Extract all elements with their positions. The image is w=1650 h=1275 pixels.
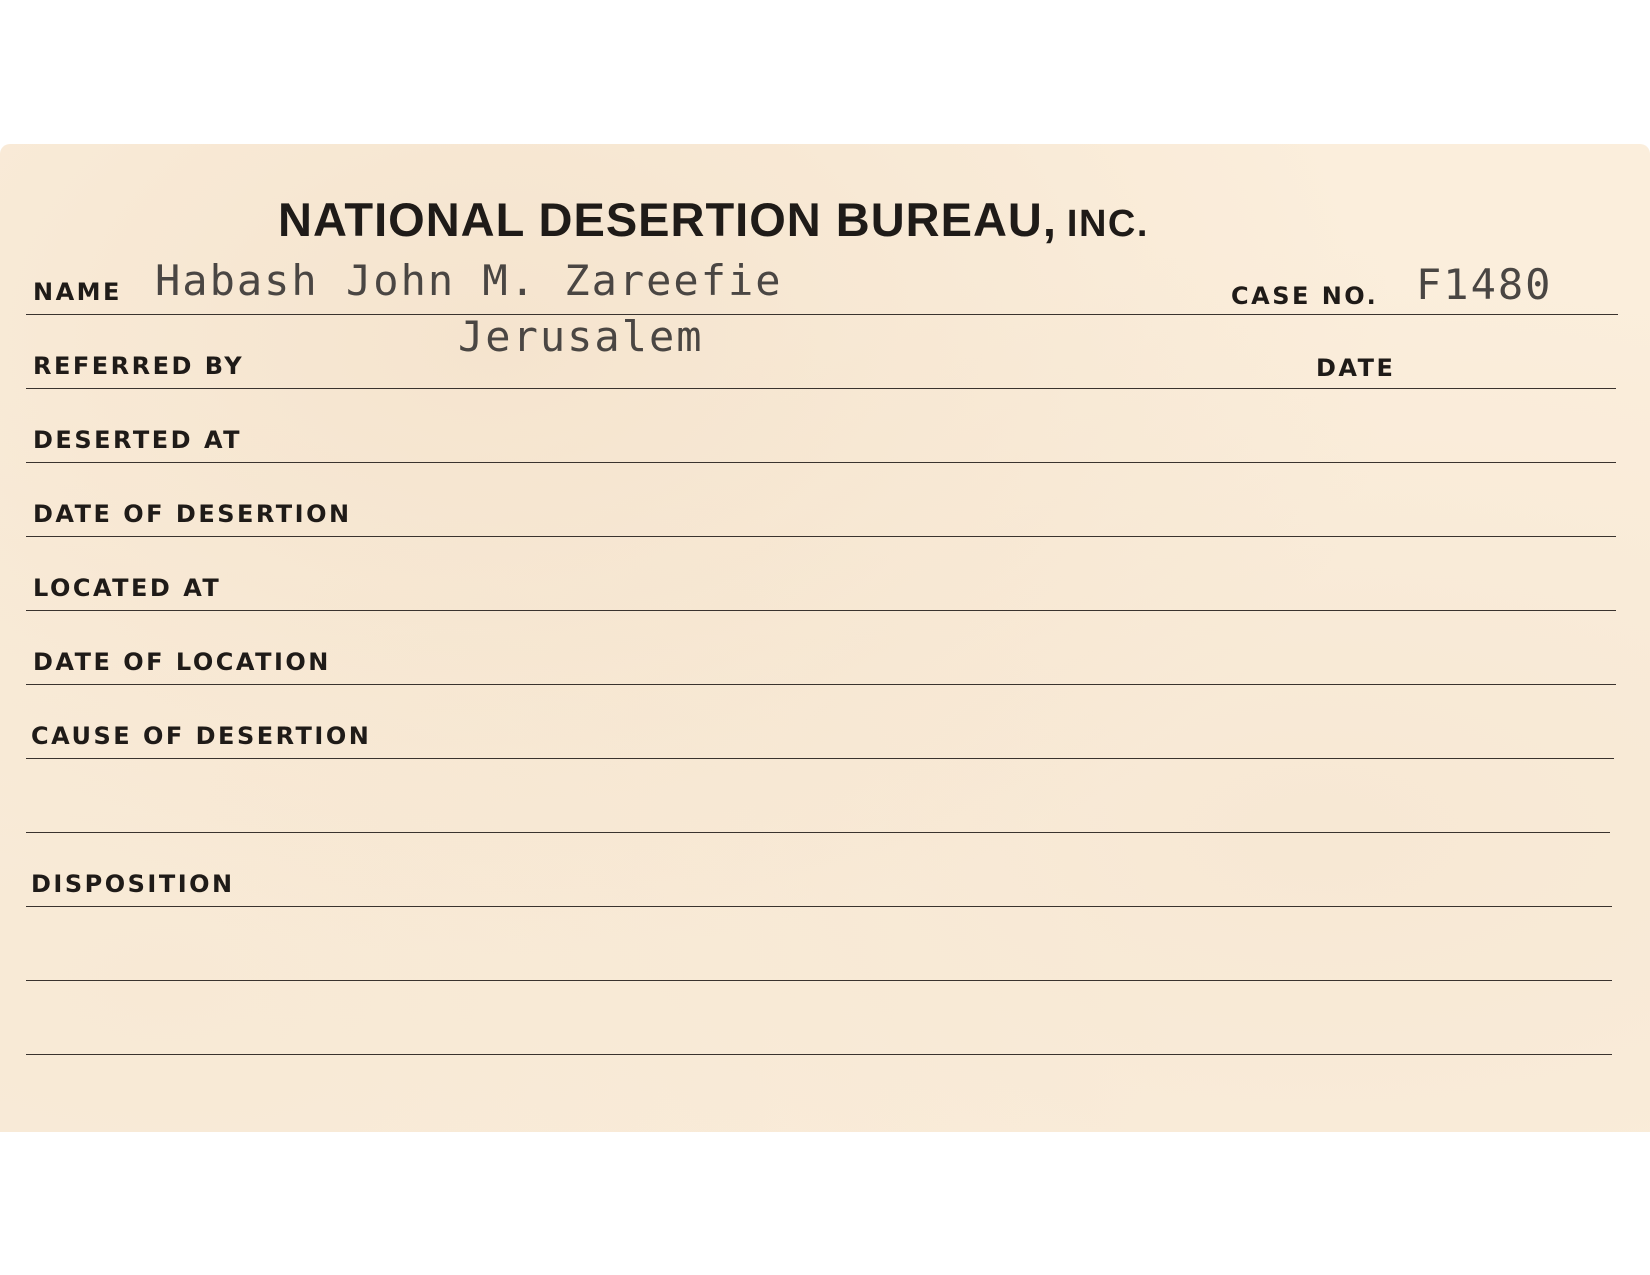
deserted-at-line — [26, 462, 1616, 463]
index-card — [0, 144, 1650, 1132]
referred-by-label: REFERRED BY — [33, 352, 245, 380]
name-value: Habash John M. Zareefie — [155, 256, 783, 305]
located-at-label: LOCATED AT — [33, 574, 222, 602]
card-heading — [278, 192, 1149, 247]
date-of-desertion-label: DATE OF DESERTION — [33, 500, 352, 528]
name-line — [26, 314, 1618, 315]
disposition-label: DISPOSITION — [31, 870, 235, 898]
referred-by-line — [26, 388, 1616, 389]
date-of-desertion-line — [26, 536, 1616, 537]
date-label: DATE — [1316, 354, 1396, 382]
date-of-location-line — [26, 684, 1616, 685]
case-no-value: F1480 — [1416, 260, 1553, 309]
disposition-line — [26, 906, 1612, 907]
card-title: NATIONAL DESERTION BUREAU, — [278, 193, 1057, 246]
card-title-suffix: INC. — [1066, 203, 1149, 245]
name-label: NAME — [33, 278, 122, 306]
cause-of-desertion-line — [26, 758, 1614, 759]
date-of-location-label: DATE OF LOCATION — [33, 648, 331, 676]
located-at-line — [26, 610, 1616, 611]
case-no-label: CASE NO. — [1231, 282, 1379, 310]
disposition-extra-line-1 — [26, 980, 1612, 981]
referred-by-value: Jerusalem — [458, 312, 704, 361]
cause-of-desertion-extra-line — [26, 832, 1610, 833]
cause-of-desertion-label: CAUSE OF DESERTION — [31, 722, 372, 750]
deserted-at-label: DESERTED AT — [33, 426, 243, 454]
disposition-extra-line-2 — [26, 1054, 1612, 1055]
